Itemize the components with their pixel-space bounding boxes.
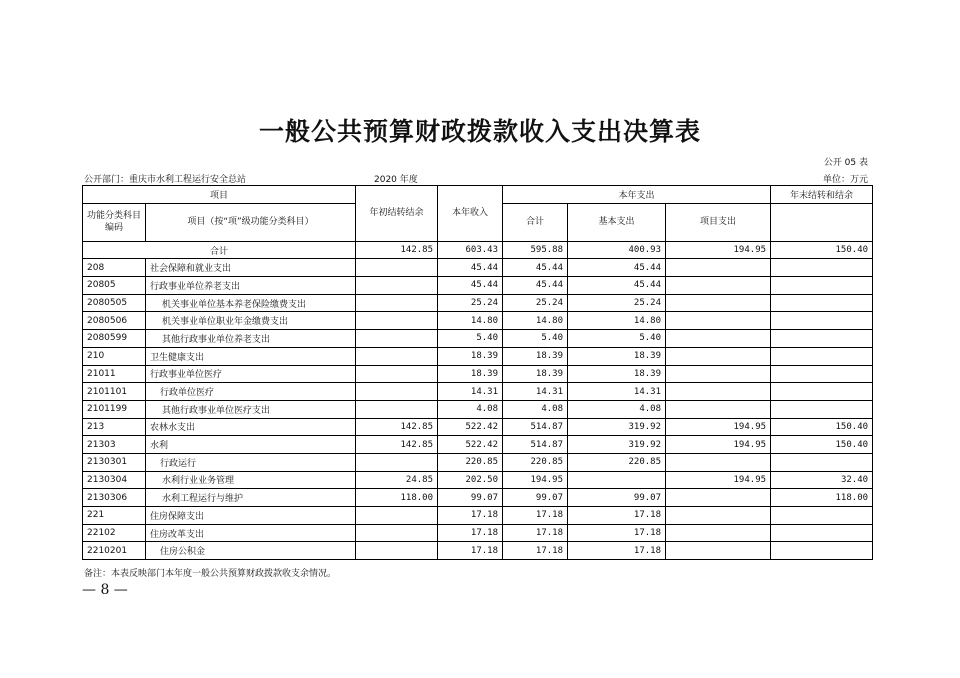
- unit-label: 单位：万元: [822, 175, 868, 185]
- row-carry-begin: [356, 294, 438, 312]
- row-total: 45.44: [503, 259, 568, 277]
- row-carry-begin: 142.85: [356, 436, 438, 454]
- row-total: 17.18: [503, 524, 568, 542]
- row-total: 17.18: [503, 507, 568, 525]
- row-carry-end: 32.40: [771, 471, 873, 489]
- row-name: 其他行政事业单位医疗支出: [146, 400, 356, 418]
- table-note: 备注：本表反映部门本年度一般公共预算财政拨款收支余情况。: [84, 569, 337, 579]
- row-total: 18.39: [503, 347, 568, 365]
- row-income: 5.40: [438, 330, 503, 348]
- row-income: 18.39: [438, 365, 503, 383]
- row-name: 水利行业业务管理: [146, 471, 356, 489]
- header-expense-group: 本年支出: [503, 186, 771, 204]
- row-project: [666, 312, 771, 330]
- row-project: [666, 294, 771, 312]
- row-code: 208: [83, 259, 146, 277]
- table-row: [83, 489, 873, 507]
- total-income: 603.43: [438, 241, 503, 259]
- table-row: [83, 294, 873, 312]
- row-code: 21303: [83, 436, 146, 454]
- total-basic: 400.93: [568, 241, 666, 259]
- row-code: 2210201: [83, 542, 146, 560]
- row-carry-end: [771, 259, 873, 277]
- row-total: 45.44: [503, 277, 568, 295]
- year-label: 2020 年度: [374, 175, 418, 185]
- row-code: 2130304: [83, 471, 146, 489]
- row-income: 522.42: [438, 418, 503, 436]
- total-carry-end: 150.40: [771, 241, 873, 259]
- row-carry-end: [771, 524, 873, 542]
- row-basic: 45.44: [568, 277, 666, 295]
- row-code: 2080505: [83, 294, 146, 312]
- row-income: 45.44: [438, 277, 503, 295]
- row-total: 17.18: [503, 542, 568, 560]
- row-basic: 4.08: [568, 400, 666, 418]
- row-total: 4.08: [503, 400, 568, 418]
- header-name: 项目（按“项”级功能分类科目）: [146, 203, 356, 241]
- row-total: 514.87: [503, 418, 568, 436]
- header-item-group: 项目: [83, 186, 356, 204]
- row-basic: 319.92: [568, 436, 666, 454]
- row-basic: 220.85: [568, 453, 666, 471]
- row-carry-end: 150.40: [771, 418, 873, 436]
- row-basic: 17.18: [568, 507, 666, 525]
- row-basic: 18.39: [568, 365, 666, 383]
- row-name: 其他行政事业单位养老支出: [146, 330, 356, 348]
- row-income: 99.07: [438, 489, 503, 507]
- row-name: 社会保障和就业支出: [146, 259, 356, 277]
- department-label: 公开部门：重庆市水利工程运行安全总站: [84, 175, 247, 185]
- row-carry-begin: 118.00: [356, 489, 438, 507]
- row-carry-begin: [356, 507, 438, 525]
- total-label: 合计: [83, 241, 356, 259]
- row-code: 213: [83, 418, 146, 436]
- total-carry-begin: 142.85: [356, 241, 438, 259]
- row-basic: 25.24: [568, 294, 666, 312]
- row-total: 5.40: [503, 330, 568, 348]
- row-project: [666, 259, 771, 277]
- row-carry-end: [771, 294, 873, 312]
- row-basic: 319.92: [568, 418, 666, 436]
- row-code: 2080599: [83, 330, 146, 348]
- header-code: 功能分类科目编码: [83, 203, 146, 241]
- row-name: 机关事业单位基本养老保险缴费支出: [146, 294, 356, 312]
- header-total: 合计: [503, 203, 568, 241]
- page-number: — 8 —: [82, 582, 128, 598]
- report-title: 一般公共预算财政拨款收入支出决算表: [258, 117, 701, 146]
- table-row: [83, 471, 873, 489]
- table-row: [83, 453, 873, 471]
- row-carry-begin: [356, 365, 438, 383]
- row-income: 25.24: [438, 294, 503, 312]
- row-project: [666, 453, 771, 471]
- row-project: 194.95: [666, 436, 771, 454]
- row-income: 17.18: [438, 524, 503, 542]
- total-project: 194.95: [666, 241, 771, 259]
- row-basic: 17.18: [568, 524, 666, 542]
- row-code: 210: [83, 347, 146, 365]
- row-name: 行政单位医疗: [146, 383, 356, 401]
- row-name: 卫生健康支出: [146, 347, 356, 365]
- row-total: 194.95: [503, 471, 568, 489]
- row-income: 17.18: [438, 507, 503, 525]
- row-total: 14.31: [503, 383, 568, 401]
- total-row: [83, 241, 873, 259]
- row-code: 2101199: [83, 400, 146, 418]
- row-total: 220.85: [503, 453, 568, 471]
- header-income: 本年收入: [438, 186, 503, 242]
- row-project: [666, 524, 771, 542]
- table-row: [83, 347, 873, 365]
- row-carry-end: [771, 347, 873, 365]
- row-name: 水利: [146, 436, 356, 454]
- row-carry-end: [771, 453, 873, 471]
- row-total: 18.39: [503, 365, 568, 383]
- row-code: 20805: [83, 277, 146, 295]
- row-basic: 99.07: [568, 489, 666, 507]
- table-row: [83, 400, 873, 418]
- row-carry-end: [771, 507, 873, 525]
- row-carry-begin: [356, 383, 438, 401]
- row-project: [666, 542, 771, 560]
- row-carry-begin: [356, 524, 438, 542]
- table-row: [83, 330, 873, 348]
- row-carry-begin: [356, 400, 438, 418]
- row-carry-begin: [356, 277, 438, 295]
- row-project: 194.95: [666, 418, 771, 436]
- row-project: 194.95: [666, 471, 771, 489]
- row-total: 14.80: [503, 312, 568, 330]
- header-carryover-begin: 年初结转结余: [356, 186, 438, 242]
- row-project: [666, 330, 771, 348]
- row-carry-end: [771, 330, 873, 348]
- row-income: 220.85: [438, 453, 503, 471]
- row-basic: [568, 471, 666, 489]
- row-income: 17.18: [438, 542, 503, 560]
- table-row: [83, 418, 873, 436]
- row-code: 221: [83, 507, 146, 525]
- row-code: 22102: [83, 524, 146, 542]
- row-basic: 17.18: [568, 542, 666, 560]
- row-project: [666, 489, 771, 507]
- table-row: [83, 365, 873, 383]
- row-income: 14.80: [438, 312, 503, 330]
- row-project: [666, 383, 771, 401]
- row-carry-end: 118.00: [771, 489, 873, 507]
- row-project: [666, 507, 771, 525]
- row-carry-begin: [356, 330, 438, 348]
- header-carryover-end-sub: [771, 203, 873, 241]
- row-name: 水利工程运行与维护: [146, 489, 356, 507]
- row-project: [666, 365, 771, 383]
- row-code: 21011: [83, 365, 146, 383]
- row-name: 机关事业单位职业年金缴费支出: [146, 312, 356, 330]
- header-carryover-end: 年末结转和结余: [771, 186, 873, 204]
- row-code: 2130306: [83, 489, 146, 507]
- table-row: [83, 507, 873, 525]
- row-name: 住房改革支出: [146, 524, 356, 542]
- row-carry-end: [771, 542, 873, 560]
- row-basic: 14.80: [568, 312, 666, 330]
- table-row: [83, 436, 873, 454]
- row-name: 住房公积金: [146, 542, 356, 560]
- header-project: 项目支出: [666, 203, 771, 241]
- row-income: 18.39: [438, 347, 503, 365]
- row-code: 2130301: [83, 453, 146, 471]
- row-income: 522.42: [438, 436, 503, 454]
- row-basic: 5.40: [568, 330, 666, 348]
- row-name: 行政运行: [146, 453, 356, 471]
- row-project: [666, 347, 771, 365]
- row-carry-begin: [356, 347, 438, 365]
- row-carry-end: [771, 277, 873, 295]
- row-income: 202.50: [438, 471, 503, 489]
- row-carry-begin: [356, 453, 438, 471]
- form-number: 公开 05 表: [823, 158, 868, 168]
- row-carry-begin: [356, 542, 438, 560]
- row-total: 514.87: [503, 436, 568, 454]
- row-total: 99.07: [503, 489, 568, 507]
- budget-table: [82, 185, 873, 560]
- row-basic: 14.31: [568, 383, 666, 401]
- row-name: 农林水支出: [146, 418, 356, 436]
- row-carry-end: [771, 400, 873, 418]
- row-name: 行政事业单位医疗: [146, 365, 356, 383]
- row-carry-begin: [356, 259, 438, 277]
- row-carry-begin: 24.85: [356, 471, 438, 489]
- row-project: [666, 277, 771, 295]
- row-carry-end: [771, 383, 873, 401]
- table-row: [83, 259, 873, 277]
- row-code: 2080506: [83, 312, 146, 330]
- row-name: 住房保障支出: [146, 507, 356, 525]
- row-basic: 18.39: [568, 347, 666, 365]
- row-carry-begin: [356, 312, 438, 330]
- row-name: 行政事业单位养老支出: [146, 277, 356, 295]
- row-basic: 45.44: [568, 259, 666, 277]
- total-expense: 595.88: [503, 241, 568, 259]
- row-carry-end: [771, 312, 873, 330]
- table-row: [83, 277, 873, 295]
- table-row: [83, 383, 873, 401]
- header-basic: 基本支出: [568, 203, 666, 241]
- row-income: 45.44: [438, 259, 503, 277]
- table-row: [83, 542, 873, 560]
- row-total: 25.24: [503, 294, 568, 312]
- row-code: 2101101: [83, 383, 146, 401]
- table-row: [83, 524, 873, 542]
- row-project: [666, 400, 771, 418]
- table-row: [83, 312, 873, 330]
- row-income: 14.31: [438, 383, 503, 401]
- row-carry-end: 150.40: [771, 436, 873, 454]
- row-carry-begin: 142.85: [356, 418, 438, 436]
- row-income: 4.08: [438, 400, 503, 418]
- row-carry-end: [771, 365, 873, 383]
